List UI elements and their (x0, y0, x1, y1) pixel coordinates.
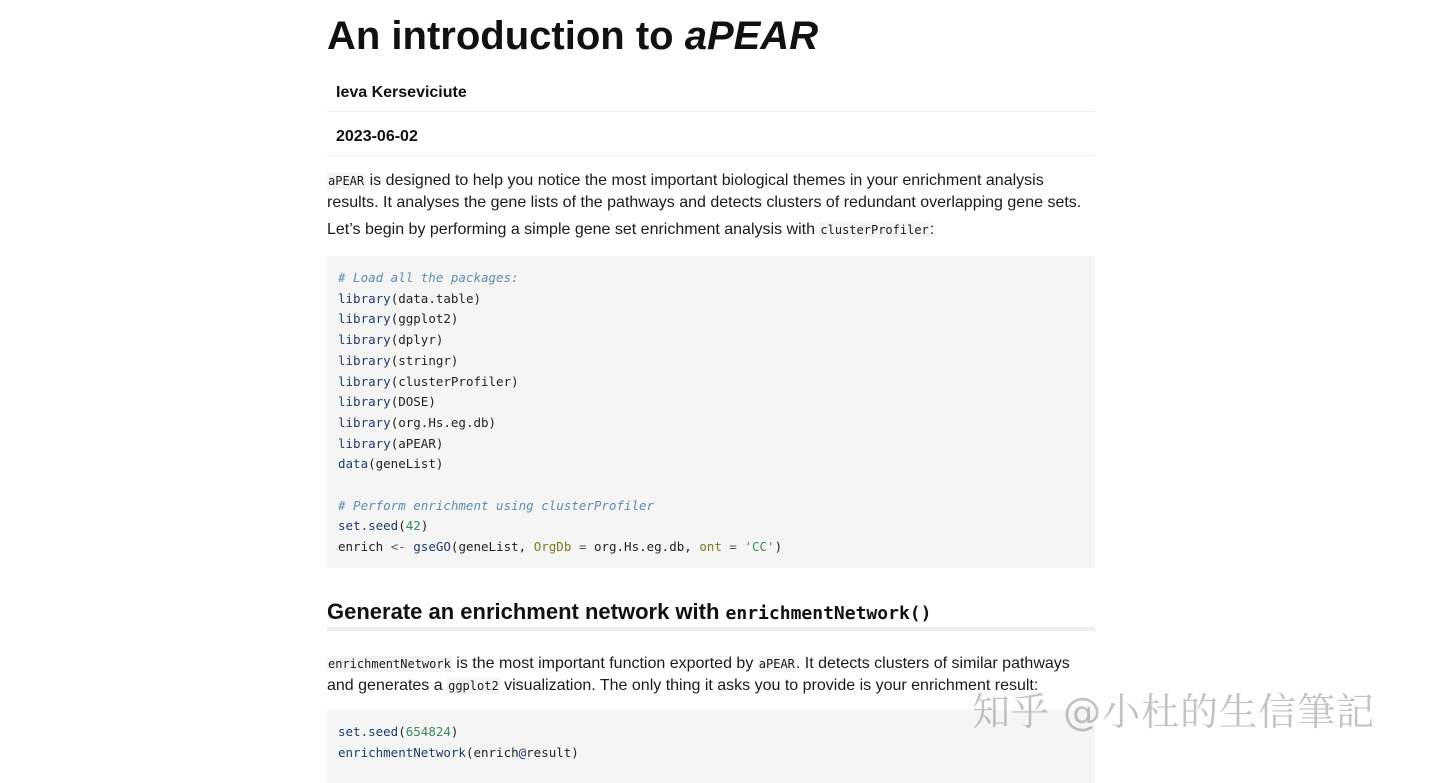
code-fn: library (338, 352, 391, 368)
code-arg: (geneList) (368, 456, 444, 472)
code-fn: gseGO (413, 539, 451, 555)
intro-paragraph (327, 170, 1095, 213)
code-block-setup[interactable]: # Load all the packages: library(data.table) library(ggplot2) library(dplyr) library(stringr) library(clusterProfiler) library(DOSE) library(org.Hs.eg.db) library(aPEAR) data(geneList) # Perform enrichment using clusterProfiler set.seed(42) enrich <- gseGO(geneList, OrgDb = org.Hs.eg.db, ont = 'CC') (327, 256, 1095, 568)
document-title (327, 13, 818, 59)
code-fn: library (338, 332, 391, 348)
paragraph-text: is the most important function exported by (451, 655, 758, 672)
inline-code: enrichmentNetwork (328, 657, 451, 671)
code-arg: (data.table) (390, 290, 481, 306)
author-name: Ieva Kerseviciute (336, 84, 467, 101)
code-fn: library (338, 311, 391, 327)
heading-text: Generate an enrichment network with (327, 599, 726, 624)
code-fn: data (338, 456, 369, 472)
code-fn: library (338, 414, 391, 430)
code-comment: # Perform enrichment using clusterProfiler (338, 497, 655, 513)
code-arg: org.Hs.eg.db, (586, 539, 700, 555)
code-arg: (org.Hs.eg.db) (390, 414, 497, 430)
code-operator: = (729, 539, 737, 555)
code-arg: (stringr) (390, 352, 459, 368)
code-arg: (enrich (465, 744, 519, 760)
code-block-network[interactable]: set.seed(654824) enrichmentNetwork(enrich@result) (327, 710, 1095, 783)
code-fn: set.seed (338, 724, 399, 739)
heading-code: enrichmentNetwork() (725, 603, 932, 624)
code-fn: library (338, 435, 391, 451)
code-fn: library (338, 394, 391, 410)
code-arg: (ggplot2) (390, 311, 459, 327)
date-line (327, 119, 1095, 156)
code-operator: = (578, 539, 587, 555)
title-text: An introduction to (327, 14, 685, 58)
inline-code: aPEAR (328, 174, 365, 188)
code-arg: (geneList, (450, 539, 534, 555)
code-arg: (aPEAR) (390, 435, 444, 451)
title-emphasis: aPEAR (684, 14, 819, 58)
code-number: 42 (405, 518, 421, 534)
paragraph-text: Let’s begin by performing a simple gene set enrichment analysis with (327, 221, 820, 238)
inline-code: aPEAR (758, 657, 795, 671)
code-arg: (dplyr) (390, 332, 444, 348)
watermark: 知乎 @小杜的生信筆記 (972, 690, 1376, 734)
section-heading (327, 597, 1095, 631)
code-comment: # Load all the packages: (338, 270, 519, 285)
code-param: ont (699, 539, 722, 555)
paragraph-text: visualization. The only thing it asks you to provide is your enrichment result: (499, 677, 1039, 694)
code-arg: (clusterProfiler) (390, 373, 519, 389)
document-date: 2023-06-02 (336, 128, 418, 145)
code-arg: result) (526, 744, 579, 760)
paragraph-punct: : (929, 221, 935, 238)
author-line (327, 75, 1095, 112)
code-param: OrgDb (533, 539, 572, 555)
code-var: enrich (338, 539, 391, 555)
code-fn: library (338, 290, 391, 306)
code-arg: (DOSE) (390, 394, 436, 410)
code-fn: library (338, 373, 391, 389)
setup-paragraph (327, 219, 1095, 241)
code-fn: set.seed (338, 518, 399, 534)
paragraph-text: is designed to help you notice the most important biological themes in your enrichment analysis results. It analyses the gene lists of the pathways and detects clusters of redundant overlapping gene sets. (327, 172, 1082, 211)
code-operator: @ (518, 744, 527, 760)
code-number: 654824 (405, 724, 451, 739)
paragraph-text: . It detects clusters of similar pathways and generates a (327, 655, 1070, 694)
code-fn: enrichmentNetwork (338, 744, 466, 760)
code-string: 'CC' (744, 539, 775, 555)
code-operator: <- (390, 539, 406, 555)
inline-code: clusterProfiler (820, 223, 929, 237)
inline-code: ggplot2 (448, 679, 499, 693)
